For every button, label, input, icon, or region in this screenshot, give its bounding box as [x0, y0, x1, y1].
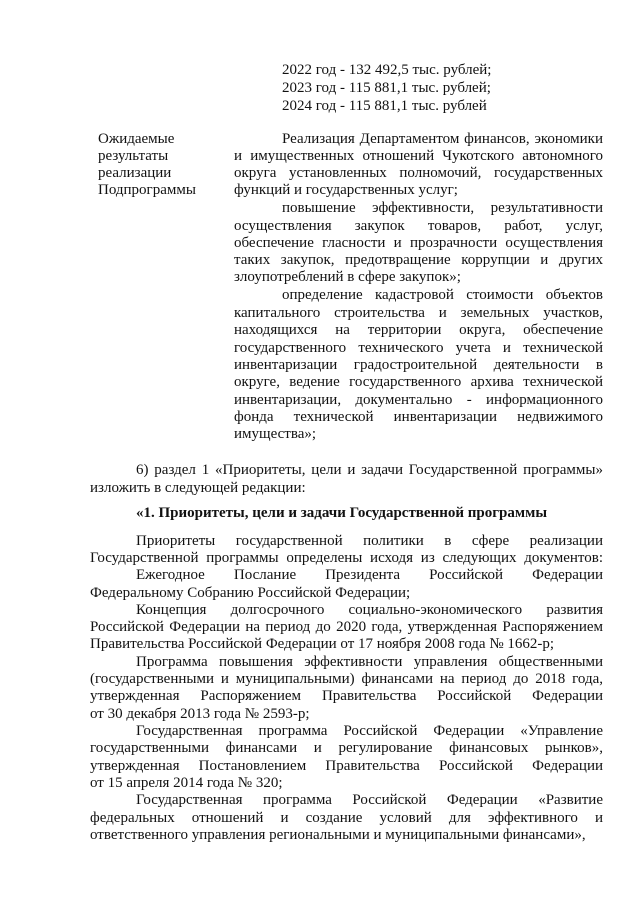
- body-line: Приоритеты государственной политики в сфере реализации: [136, 533, 603, 549]
- funding-line-2023: 2023 год - 115 881,1 тыс. рублей;: [282, 80, 491, 96]
- table-right-line: и имущественных отношений Чукотского автономного: [234, 148, 603, 164]
- table-right-line: округе, ведение государственного архива технической: [234, 374, 603, 390]
- body-line: изложить в следующей редакции:: [90, 480, 306, 496]
- table-right-line: округа установленных полномочий, государственных: [234, 165, 603, 181]
- table-right-line: определение кадастровой стоимости объектов: [282, 287, 603, 303]
- table-right-line: находящихся на территории округа, обеспечение: [234, 322, 603, 338]
- body-line: Государственной программы определены исходя из следующих документов:: [90, 550, 603, 566]
- table-right-line: повышение эффективности, результативности: [282, 200, 603, 216]
- body-line: Концепция долгосрочного социально-экономического развития: [136, 602, 603, 618]
- body-line: Государственная программа Российской Федерации «Развитие: [136, 792, 603, 808]
- table-right-line: таких закупок, предотвращение коррупции и других: [234, 252, 603, 268]
- body-line: Федеральному Собранию Российской Федерации;: [90, 585, 411, 601]
- body-line: от 30 декабря 2013 года № 2593-р;: [90, 706, 310, 722]
- table-right-line: обеспечение гласности и прозрачности осуществления: [234, 235, 603, 251]
- body-line: Ежегодное Послание Президента Российской Федерации: [136, 567, 603, 583]
- body-line: утвержденная Распоряжением Правительства Российской Федерации: [90, 688, 603, 704]
- table-right-line: государственного технического учета и технической: [234, 340, 603, 356]
- body-line: 6) раздел 1 «Приоритеты, цели и задачи Государственной программы»: [136, 462, 603, 478]
- table-left-label-1: Ожидаемые: [98, 131, 175, 147]
- table-right-line: капитального строительства и земельных участков,: [234, 305, 603, 321]
- funding-line-2024: 2024 год - 115 881,1 тыс. рублей: [282, 98, 487, 114]
- table-right-line: инвентаризации градостроительной деятельности в: [234, 357, 603, 373]
- body-line: Государственная программа Российской Федерации «Управление: [136, 723, 603, 739]
- table-right-line: имущества»;: [234, 426, 317, 442]
- table-left-label-2: результаты: [98, 148, 169, 164]
- body-line: от 15 апреля 2014 года № 320;: [90, 775, 283, 791]
- table-right-line: фонда технической инвентаризации недвижимого: [234, 409, 603, 425]
- body-line: ответственного управления региональными и муниципальными финансами»,: [90, 827, 586, 843]
- body-line: Программа повышения эффективности управления общественными: [136, 654, 603, 670]
- body-line: государственными финансами и регулирование финансовых рынков»,: [90, 740, 603, 756]
- funding-line-2022: 2022 год - 132 492,5 тыс. рублей;: [282, 62, 492, 78]
- table-right-line: осуществления закупок товаров, работ, услуг,: [234, 218, 603, 234]
- body-line: утвержденная Постановлением Правительства Российской Федерации: [90, 758, 603, 774]
- table-right-line: Реализация Департаментом финансов, экономики: [282, 131, 603, 147]
- table-right-line: злоупотреблений в сфере закупок»;: [234, 269, 461, 285]
- table-right-line: функций и государственных услуг;: [234, 182, 458, 198]
- table-left-label-4: Подпрограммы: [98, 182, 196, 198]
- body-line: федеральных отношений и создание условий для эффективного и: [90, 810, 603, 826]
- body-line: Правительства Российской Федерации от 17 ноября 2008 года № 1662-р;: [90, 636, 555, 652]
- body-line: Российской Федерации на период до 2020 года, утвержденная Распоряжением: [90, 619, 603, 635]
- body-line: (государственными и муниципальными) финансами на период до 2018 года,: [90, 671, 603, 687]
- table-right-line: инвентаризации, документально - информационного: [234, 392, 603, 408]
- table-left-label-3: реализации: [98, 165, 172, 181]
- section-heading: «1. Приоритеты, цели и задачи Государственной программы: [136, 505, 548, 521]
